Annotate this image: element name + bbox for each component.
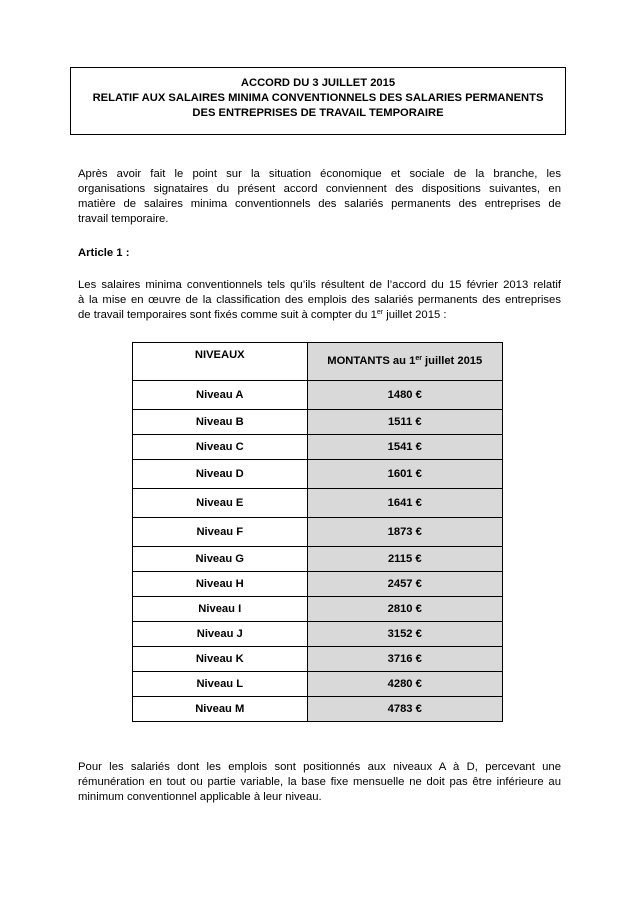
header-montants: MONTANTS au 1er juillet 2015	[307, 343, 502, 381]
closing-line-3: minimum conventionnel applicable à leur niveau.	[78, 791, 322, 803]
header-niveaux: NIVEAUX	[133, 343, 308, 381]
level-cell: Niveau J	[133, 622, 308, 647]
closing-paragraph	[78, 760, 561, 805]
level-cell: Niveau A	[133, 381, 308, 410]
level-cell: Niveau K	[133, 647, 308, 672]
article-line-2: à la mise en œuvre de la classification des emplois des salariés permanents des entreprises	[78, 294, 561, 306]
amount-cell: 3716 €	[307, 647, 502, 672]
article-paragraph	[78, 278, 561, 323]
amount-cell: 3152 €	[307, 622, 502, 647]
level-cell: Niveau D	[133, 460, 308, 489]
level-cell: Niveau L	[133, 672, 308, 697]
title-line-3: DES ENTREPRISES DE TRAVAIL TEMPORAIRE	[192, 107, 444, 119]
amount-cell: 2457 €	[307, 572, 502, 597]
level-cell: Niveau H	[133, 572, 308, 597]
intro-line-3: matière de salaires minima conventionnels des salariés permanents des entreprises de	[78, 198, 561, 210]
table-header-row	[133, 343, 503, 381]
table-row	[133, 460, 503, 489]
intro-line-4: travail temporaire.	[78, 213, 169, 225]
article-heading: Article 1 :	[78, 247, 130, 259]
salary-table	[132, 342, 503, 722]
amount-cell: 2810 €	[307, 597, 502, 622]
amount-cell: 4783 €	[307, 697, 502, 722]
amount-cell: 1541 €	[307, 435, 502, 460]
amount-cell: 4280 €	[307, 672, 502, 697]
table-row	[133, 410, 503, 435]
level-cell: Niveau M	[133, 697, 308, 722]
title-line-1: ACCORD DU 3 JUILLET 2015	[240, 77, 396, 89]
table-row	[133, 697, 503, 722]
table-row	[133, 572, 503, 597]
closing-line-1: Pour les salariés dont les emplois sont positionnés aux niveaux A à D, percevant une	[78, 761, 561, 773]
amount-cell: 1873 €	[307, 518, 502, 547]
level-cell: Niveau I	[133, 597, 308, 622]
intro-paragraph	[78, 167, 561, 227]
intro-line-1: Après avoir fait le point sur la situation économique et sociale de la branche, les	[78, 168, 561, 180]
table-row	[133, 435, 503, 460]
table-row	[133, 381, 503, 410]
article-line-3: de travail temporaires sont fixés comme suit à compter du 1er juillet 2015 :	[78, 309, 447, 321]
title-line-2: RELATIF AUX SALAIRES MINIMA CONVENTIONNELS DES SALARIES PERMANENTS	[92, 92, 544, 104]
level-cell: Niveau F	[133, 518, 308, 547]
title-box	[70, 67, 566, 135]
level-cell: Niveau C	[133, 435, 308, 460]
table-row	[133, 489, 503, 518]
amount-cell: 1601 €	[307, 460, 502, 489]
table-row	[133, 622, 503, 647]
level-cell: Niveau B	[133, 410, 308, 435]
amount-cell: 2115 €	[307, 547, 502, 572]
level-cell: Niveau G	[133, 547, 308, 572]
table-row	[133, 547, 503, 572]
intro-line-2: organisations signataires du présent accord conviennent des dispositions suivantes, en	[78, 183, 561, 195]
article-line-1: Les salaires minima conventionnels tels qu’ils résultent de l’accord du 15 février 2013 relatif	[78, 279, 561, 291]
closing-line-2: rémunération en tout ou partie variable, la base fixe mensuelle ne doit pas être inférieure au	[78, 776, 561, 788]
table-row	[133, 672, 503, 697]
amount-cell: 1641 €	[307, 489, 502, 518]
level-cell: Niveau E	[133, 489, 308, 518]
table-row	[133, 518, 503, 547]
amount-cell: 1511 €	[307, 410, 502, 435]
table-row	[133, 597, 503, 622]
amount-cell: 1480 €	[307, 381, 502, 410]
table-row	[133, 647, 503, 672]
